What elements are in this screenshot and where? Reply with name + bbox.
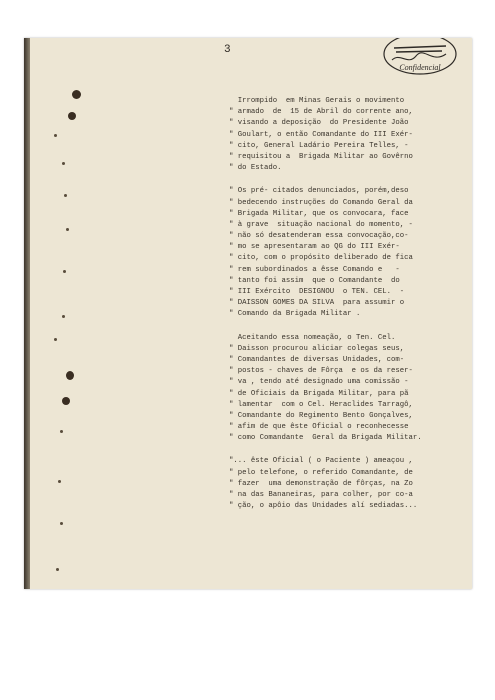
text-line: " como Comandante Geral da Brigada Militar.	[229, 434, 422, 443]
paragraph	[229, 456, 467, 512]
text-line: " requisitou a Brigada Militar ao Govêrno	[229, 152, 413, 161]
text-line: " pelo telefone, o referido Comandante, de	[229, 468, 413, 477]
punch-hole	[72, 90, 81, 99]
paper-mark	[60, 522, 63, 525]
text-line: " rem subordinados a êsse Comando e -	[229, 265, 400, 274]
text-line: " do Estado.	[229, 164, 282, 173]
paper-mark	[62, 315, 65, 318]
paper-mark	[54, 338, 57, 341]
paper-mark	[64, 194, 67, 197]
text-line: " lamentar com o Cel. Heraclides Tarragô,	[229, 400, 413, 409]
text-line: " tanto foi assim que o Comandante do	[229, 276, 400, 285]
text-line: " não só desatenderam essa convocação,co-	[229, 232, 409, 241]
text-line: " bedecendo instruções do Comando Geral da	[229, 198, 413, 207]
page-binding-edge	[24, 38, 30, 589]
text-line: Aceitando essa nomeação, o Ten. Cel.	[229, 333, 396, 342]
text-line: " Comandante do Regimento Bento Gonçalves,	[229, 411, 413, 420]
text-line: " à grave situação nacional do momento, -	[229, 220, 413, 229]
paper-mark	[66, 228, 69, 231]
paragraph	[229, 333, 467, 445]
text-line: " fazer uma demonstração de fôrças, na Zo	[229, 479, 413, 488]
text-line: "... êste Oficial ( o Paciente ) ameaçou ,	[229, 457, 413, 466]
punch-hole	[68, 112, 76, 120]
text-line: " de Oficiais da Brigada Militar, para pã	[229, 389, 409, 398]
text-line: " Comandantes de diversas Unidades, com-	[229, 355, 405, 364]
paper-mark	[54, 134, 57, 137]
text-line: Irrompido em Minas Gerais o movimento	[229, 97, 405, 105]
punch-hole	[66, 371, 74, 380]
text-line: " mo se apresentaram ao QG do III Exér-	[229, 243, 400, 252]
paper-mark	[58, 480, 61, 483]
document-page	[24, 38, 472, 589]
text-line: " cito, com o propósito deliberado de fica	[229, 254, 413, 263]
paper-mark	[60, 430, 63, 433]
text-line: " postos - chaves de Fôrça e os da reser-	[229, 367, 413, 376]
text-line: " ção, o apôio das Unidades alí sediadas...	[229, 502, 418, 511]
text-line: " va , tendo até designado uma comissão -	[229, 378, 409, 387]
paper-mark	[63, 270, 66, 273]
text-line: " Comando da Brigada Militar .	[229, 310, 361, 319]
stamp-label: Confidencial	[399, 63, 441, 72]
paragraph	[229, 186, 467, 320]
text-line: " Os pré- citados denunciados, porém,deso	[229, 187, 409, 196]
page-number: 3	[224, 44, 232, 56]
text-line: " Brigada Militar, que os convocara, face	[229, 209, 409, 218]
text-line: " na das Bananeiras, para colher, por co-a	[229, 491, 413, 499]
paragraph	[229, 96, 467, 174]
text-line: " Daisson procurou aliciar colegas seus,	[229, 344, 405, 353]
paper-mark	[62, 162, 65, 165]
text-line: " armado de 15 de Abril do corrente ano,	[229, 108, 413, 117]
text-line: " cito, General Ladário Pereira Telles, -	[229, 141, 409, 150]
text-line: " Goulart, o então Comandante do III Exér-	[229, 130, 413, 139]
text-line: " DAISSON GOMES DA SILVA para assumir o	[229, 299, 405, 308]
text-line: " III Exército DESIGNOU o TEN. CEL. -	[229, 288, 405, 296]
text-line: " visando a deposição do Presidente João	[229, 119, 409, 128]
confidential-stamp	[380, 38, 460, 78]
paper-mark	[56, 568, 59, 571]
text-line: " afim de que êste Oficial o reconhecesse	[229, 423, 409, 432]
typed-text	[229, 96, 467, 512]
punch-hole	[62, 397, 70, 405]
